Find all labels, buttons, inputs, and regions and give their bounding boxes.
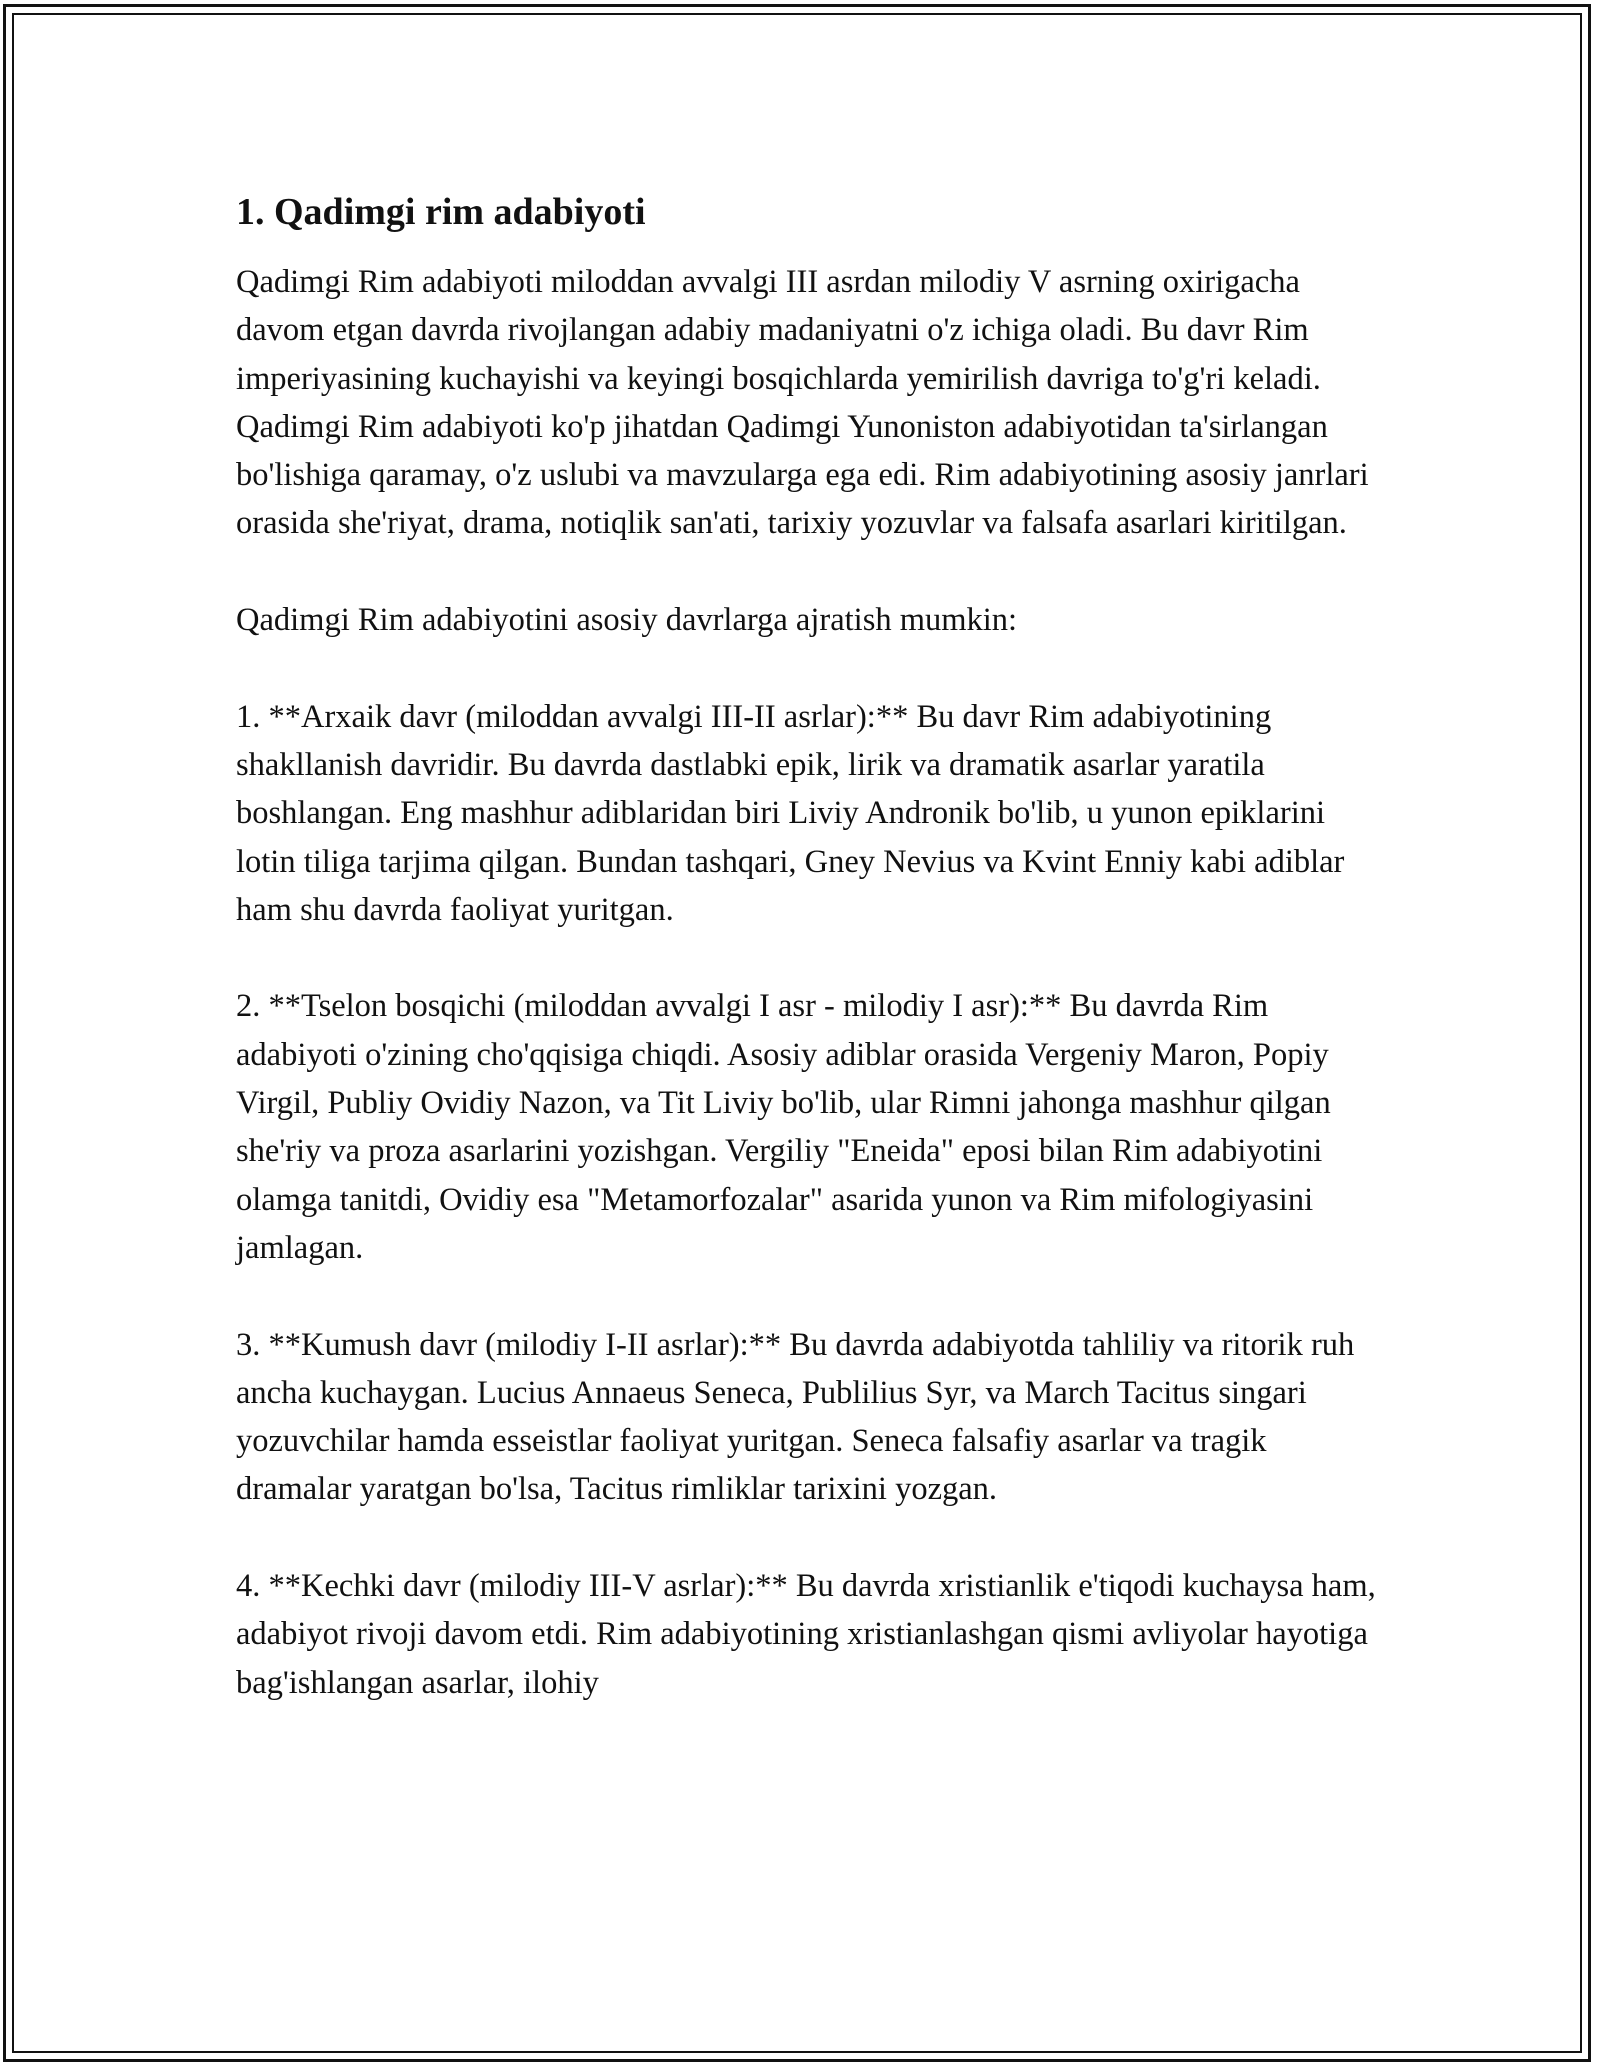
paragraph-intro: Qadimgi Rim adabiyoti miloddan avvalgi III asrdan milodiy V asrning oxirigacha davom etgan davrda rivojlangan adabiy madaniyatni o'z ichiga oladi. Bu davr Rim imperiyasining kuchayishi va keyingi bosqichlarda yemirilish davriga to'g'ri keladi. Qadimgi Rim adabiyoti ko'p jihatdan Qadimgi Yunoniston adabiyotidan ta'sirlangan bo'lishiga qaramay, o'z uslubi va mavzularga ega edi. Rim adabiyotining asosiy janrlari orasida she'riyat, drama, notiqlik san'ati, tarixiy yozuvlar va falsafa asarlari kiritilgan. [236, 264, 1369, 542]
paragraph-gap [236, 548, 1386, 596]
list-item-silver-period: 3. **Kumush davr (milodiy I-II asrlar):** Bu davrda adabiyotda tahliliy va ritorik ruh ancha kuchaygan. Lucius Annaeus Seneca, Publilius Syr, va March Tacitus singari yozuvchilar hamda esseistlar faoliyat yuritgan. Seneca falsafiy asarlar va tragik dramalar yaratgan bo'lsa, Tacitus rimliklar tarixini yozgan. [236, 1326, 1355, 1508]
list-item-late-period: 4. **Kechki davr (milodiy III-V asrlar):** Bu davrda xristianlik e'tiqodi kuchaysa ham, adabiyot rivoji davom etdi. Rim adabiyotining xristianlashgan qismi avliyolar hayotiga bag'ishlangan asarlar, ilohiy [236, 1568, 1376, 1701]
list-item-archaic-period: 1. **Arxaik davr (miloddan avvalgi III-II asrlar):** Bu davr Rim adabiyotining shakllanish davridir. Bu davrda dastlabki epik, lirik va dramatik asarlar yaratila boshlangan. Eng mashhur adiblaridan biri Liviy Andronik bo'lib, u yunon epiklarini lotin tiliga tarjima qilgan. Bundan tashqari, Gney Nevius va Kvint Enniy kabi adiblar ham shu davrda faoliyat yuritgan. [236, 698, 1345, 928]
section-heading: 1. Qadimgi rim adabiyoti [236, 191, 646, 233]
paragraph-gap [236, 1514, 1386, 1562]
paragraph-gap [236, 1272, 1386, 1320]
paragraph-periods-intro: Qadimgi Rim adabiyotini asosiy davrlarga ajratish mumkin: [236, 602, 1018, 639]
document-page [236, 186, 1386, 1707]
paragraph-gap [236, 644, 1386, 692]
document-body [236, 258, 1386, 1707]
list-item-golden-period: 2. **Tselon bosqichi (miloddan avvalgi I asr - milodiy I asr):** Bu davrda Rim adabiyoti o'zining cho'qqisiga chiqdi. Asosiy adiblar orasida Vergeniy Maron, Popiy Virgil, Publiy Ovidiy Nazon, va Tit Liviy bo'lib, ular Rimni jahonga mashhur qilgan she'riy va proza asarlarini yozishgan. Vergiliy "Eneida" eposi bilan Rim adabiyotini olamga tanitdi, Ovidiy esa "Metamorfozalar" asarida yunon va Rim mifologiyasini jamlagan. [236, 988, 1331, 1266]
paragraph-gap [236, 934, 1386, 982]
